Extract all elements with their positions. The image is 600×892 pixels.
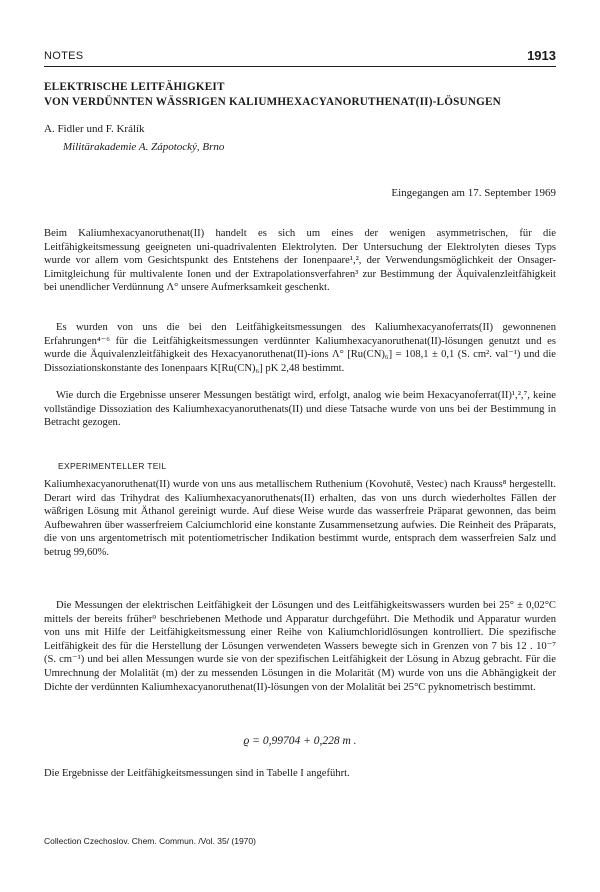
journal-citation-footer: Collection Czechoslov. Chem. Commun. /Vol. 35/ (1970) [44,836,256,846]
body-paragraph-method: Es wurden von uns die bei den Leitfähigkeitsmessungen des Kaliumhexacyanoferrats(II) gewonnenen Erfahrungen⁴⁻⁶ für die Leitfähigkeitsmessungen verdünnter Kaliumhexacyanoruthenat(II)-lösungen genutzt und es wurde die Äquivalenzleitfähigkeit des Hexacyanoruthenat(II)-ions Λ° [Ru(CN)₆] = 108,1 ± 0,1 (S. cm². val⁻¹) und die Dissoziationskonstante des Ionenpaars K[Ru(CN)₆] pK 2,48 bestimmt. [44,322,556,374]
body-paragraph-intro: Beim Kaliumhexacyanoruthenat(II) handelt es sich um eines der wenigen asymmetrischen, für die Leitfähigkeitsmessung geeigneten uni-quadrivalenten Elektrolyten. Der Untersuchung der Elektrolyten dieses Typs wurde vor allem vom Gesichtspunkt des Entstehens der Ionenpaare¹,², der Verwendungsmöglichkeit der Onsager-Limitgleichung für multivalente Ionen und der Extrapolationsverfahren³ zur Bestimmung der Äquivalenzleitfähigkeit bei unendlicher Verdünnung Λ° unsere Aufmerksamkeit geschenkt. [44,228,556,294]
body-paragraph-measurement: Die Messungen der elektrischen Leitfähigkeit der Lösungen und des Leitfähigkeitswassers wurden bei 25° ± 0,02°C mittels der bereits früher⁹ beschriebenen Methode und Apparatur durchgeführt. Die Methodik und Apparatur wurden von uns mit Hilfe der Leitfähigkeitsmessung einer Reihe von Kaliumchloridlösungen kontrolliert. Die spezifische Leitfähigkeit des für die Herstellung der Lösungen verwendeten Wassers bewegte sich in Grenzen von 7 bis 12 . 10⁻⁷ (S. cm⁻¹) und bei allen Messungen wurde sie von der spezifischen Leitfähigkeit der Lösung in Abzug gebracht. Für die Umrechnung der Molalität (m) der zu messenden Lösungen in die Molarität (M) wurde von uns die Abhängigkeit der Dichte der verdünnten Kaliumhexacyanoruthenat(II)-lösungen von der Molalität bei 25°C pyknometrisch bestimmt. [44,600,556,693]
article-title-line-2: VON VERDÜNNTEN WÄSSRIGEN KALIUMHEXACYANORUTHENAT(II)-LÖSUNGEN [44,96,501,108]
article-title-line-1: ELEKTRISCHE LEITFÄHIGKEIT [44,81,225,93]
body-paragraph-preparation: Kaliumhexacyanoruthenat(II) wurde von uns aus metallischem Ruthenium (Kovohutě, Vestec) nach Krauss⁸ hergestellt. Derart wird das Trihydrat des Kaliumhexacyanoruthenats(II) erhalten, das von uns durch wiederholtes Fällen der wäßrigen Lösung mit Äthanol gereinigt wurde. Auf diese Weise wurde das wasserfreie Präparat gewonnen, das beim Aufbewahren über wasserfreiem Calciumchlorid eine konstante Zusammensetzung aufwies. Die Reinheit des Präparats, die von uns argentometrisch mit potentiometrischer Indikation bestimmt wurde, entsprach dem wasserfreien Salz und betrug 99,60%. [44,479,556,558]
received-date: Eingegangen am 17. September 1969 [391,187,556,199]
article-title [44,80,556,110]
body-paragraph-results: Die Ergebnisse der Leitfähigkeitsmessungen sind in Tabelle I angeführt. [44,768,350,779]
running-header [44,48,556,67]
section-heading: EXPERIMENTELLER TEIL [58,461,167,471]
author-affiliation: Militärakademie A. Zápotocký, Brno [63,141,225,153]
page-number: 1913 [527,48,556,63]
journal-section-label: NOTES [44,50,84,62]
density-equation: ϱ = 0,99704 + 0,228 m . [243,735,357,747]
article-authors: A. Fidler und F. Králík [44,123,145,135]
body-paragraph-dissociation: Wie durch die Ergebnisse unserer Messungen bestätigt wird, erfolgt, analog wie beim Hexacyanoferrat(II)¹,²,⁷, keine vollständige Dissoziation des Kaliumhexacyanoruthenats(II) und diese Tatsache wurde von uns bei der Bestimmung in Betracht gezogen. [44,390,556,429]
